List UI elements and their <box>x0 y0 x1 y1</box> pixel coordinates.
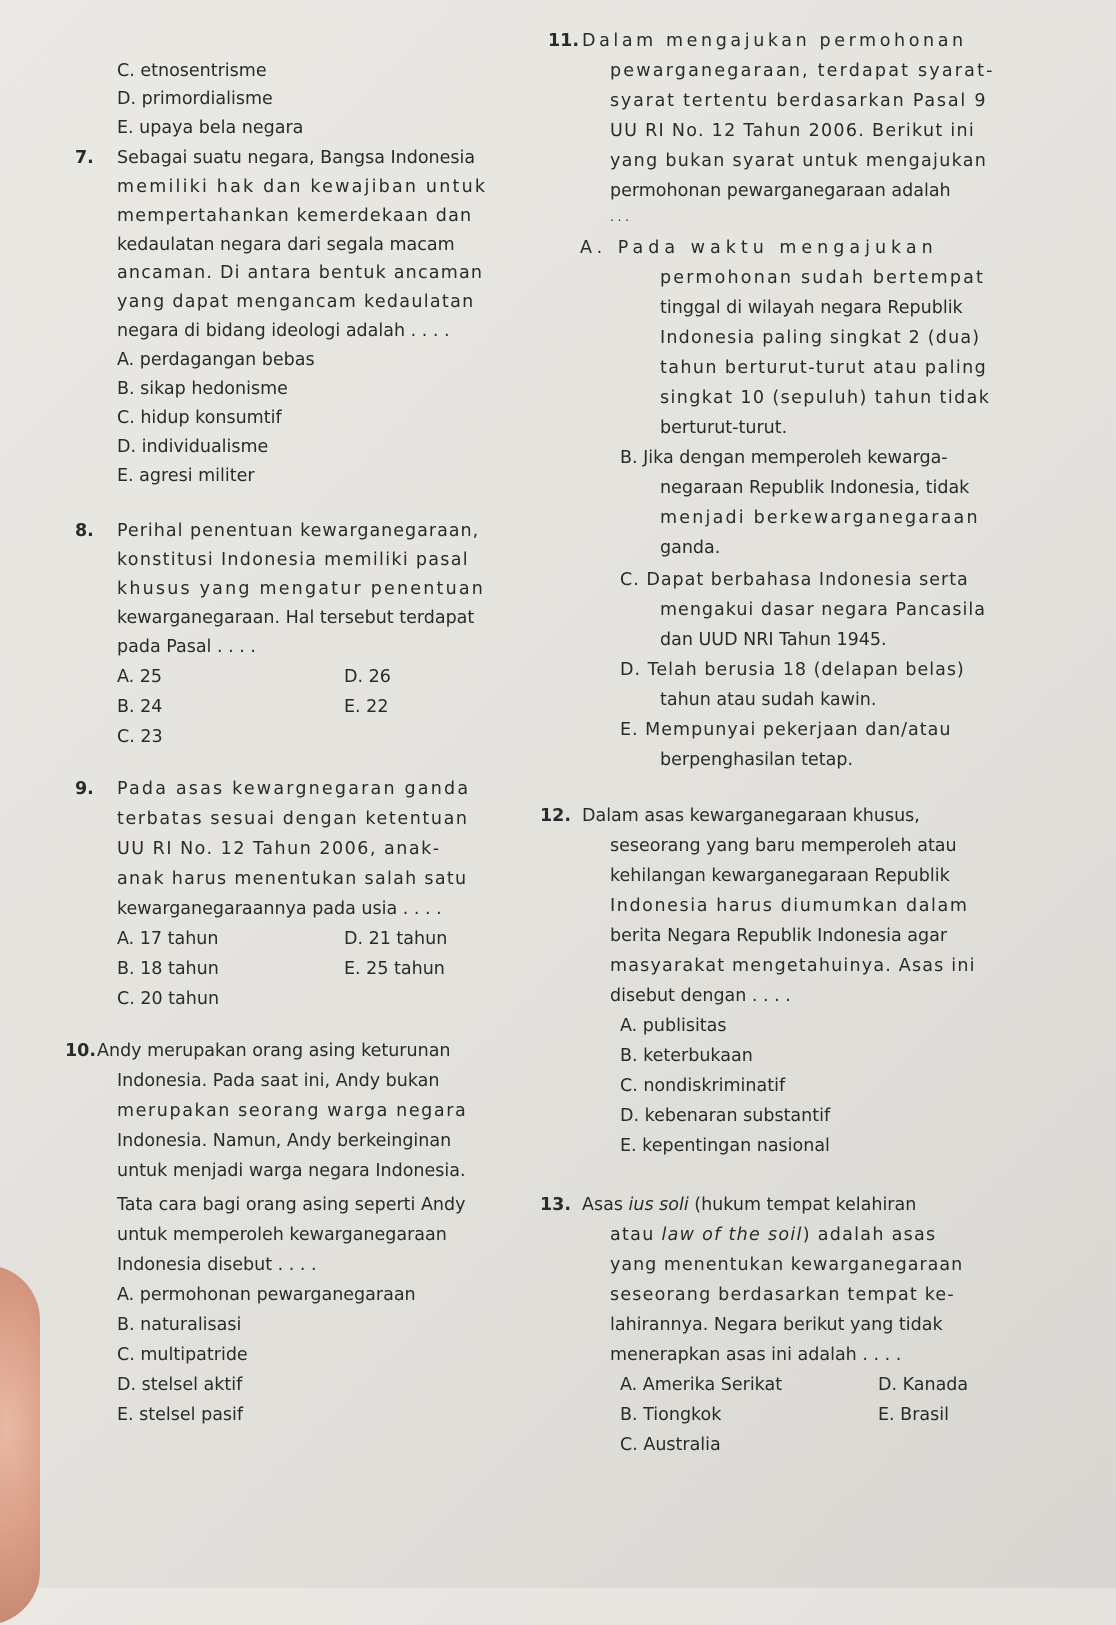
q7-option-e[interactable]: E. agresi militer <box>117 466 255 486</box>
q11-option-b-4: ganda. <box>660 538 721 558</box>
q11-option-d-1[interactable]: D. Telah berusia 18 (delapan belas) <box>620 660 965 680</box>
q13-stem-2 <box>610 1224 936 1246</box>
q8-option-e[interactable]: E. 22 <box>344 697 389 717</box>
q12-stem-1: Dalam asas kewarganegaraan khusus, <box>582 806 920 826</box>
q11-stem-1: Dalam mengajukan permohonan <box>582 31 967 51</box>
q10-stem-6: Tata cara bagi orang asing seperti Andy <box>117 1195 466 1215</box>
q10-stem-5: untuk menjadi warga negara Indonesia. <box>117 1161 466 1181</box>
q13-stem-5: lahirannya. Negara berikut yang tidak <box>610 1315 943 1335</box>
q7-option-d[interactable]: D. individualisme <box>117 437 269 457</box>
q7-option-a[interactable]: A. perdagangan bebas <box>117 350 315 370</box>
q10-stem-4: Indonesia. Namun, Andy berkeinginan <box>117 1131 452 1151</box>
q10-stem-7: untuk memperoleh kewarganegaraan <box>117 1225 447 1245</box>
q10-stem-2: Indonesia. Pada saat ini, Andy bukan <box>117 1071 440 1091</box>
q12-stem-6: masyarakat mengetahuinya. Asas ini <box>610 956 976 976</box>
q10-option-e[interactable]: E. stelsel pasif <box>117 1405 244 1425</box>
q8-option-d[interactable]: D. 26 <box>344 667 391 687</box>
q11-option-d-2: tahun atau sudah kawin. <box>660 690 877 710</box>
q9-stem-2: terbatas sesuai dengan ketentuan <box>117 809 469 829</box>
q7-option-c[interactable]: C. hidup konsumtif <box>117 408 282 428</box>
q12-option-b[interactable]: B. keterbukaan <box>620 1046 753 1066</box>
q10-number: 10. <box>65 1041 97 1061</box>
q11-option-e-1[interactable]: E. Mempunyai pekerjaan dan/atau <box>620 720 952 740</box>
q12-option-e[interactable]: E. kepentingan nasional <box>620 1136 830 1156</box>
q9-stem-5: kewarganegaraannya pada usia . . . . <box>117 899 442 919</box>
q10-stem-3: merupakan seorang warga negara <box>117 1101 468 1121</box>
q11-option-b-1[interactable]: B. Jika dengan memperoleh kewarga- <box>620 448 948 468</box>
q8-option-a[interactable]: A. 25 <box>117 667 163 687</box>
q8-stem-3: khusus yang mengatur penentuan <box>117 579 486 599</box>
q12-stem-4: Indonesia harus diumumkan dalam <box>610 896 969 916</box>
q7-number: 7. <box>75 148 94 168</box>
q13-option-a[interactable]: A. Amerika Serikat <box>620 1375 783 1395</box>
q13-stem-1-c: (hukum tempat kelahiran <box>688 1195 917 1215</box>
q7-stem-5: ancaman. Di antara bentuk ancaman <box>117 263 484 283</box>
q13-stem-3: yang menentukan kewarganegaraan <box>610 1255 964 1275</box>
q13-stem-6: menerapkan asas ini adalah . . . . <box>610 1345 902 1365</box>
q8-number: 8. <box>75 521 94 541</box>
q13-stem-1-a: Asas <box>582 1195 629 1215</box>
q11-option-e-2: berpenghasilan tetap. <box>660 750 854 770</box>
q9-number: 9. <box>75 779 94 799</box>
q7-stem-4: kedaulatan negara dari segala macam <box>117 235 455 255</box>
q8-option-c[interactable]: C. 23 <box>117 727 163 747</box>
q12-option-d[interactable]: D. kebenaran substantif <box>620 1106 831 1126</box>
q12-stem-3: kehilangan kewarganegaraan Republik <box>610 866 950 886</box>
q12-option-c[interactable]: C. nondiskriminatif <box>620 1076 786 1096</box>
q11-stem-3: syarat tertentu berdasarkan Pasal 9 <box>610 91 988 111</box>
q9-stem-3: UU RI No. 12 Tahun 2006, anak- <box>117 839 441 859</box>
q7-stem-1: Sebagai suatu negara, Bangsa Indonesia <box>117 148 476 168</box>
q11-option-c-2: mengakui dasar negara Pancasila <box>660 600 986 620</box>
q6-option-d[interactable]: D. primordialisme <box>117 89 273 109</box>
q13-option-c[interactable]: C. Australia <box>620 1435 721 1455</box>
q9-option-b[interactable]: B. 18 tahun <box>117 959 219 979</box>
q7-option-b[interactable]: B. sikap hedonisme <box>117 379 288 399</box>
q11-option-a-1[interactable]: A. Pada waktu mengajukan <box>580 238 938 258</box>
q7-stem-6: yang dapat mengancam kedaulatan <box>117 292 475 312</box>
q7-stem-3: mempertahankan kemerdekaan dan <box>117 206 473 226</box>
q6-option-c[interactable]: C. etnosentrisme <box>117 61 267 81</box>
q8-stem-1: Perihal penentuan kewarganegaraan, <box>117 521 480 541</box>
q11-option-b-3: menjadi berkewarganegaraan <box>660 508 980 528</box>
q9-option-e[interactable]: E. 25 tahun <box>344 959 445 979</box>
q13-stem-2-a: atau <box>610 1225 662 1245</box>
q9-option-c[interactable]: C. 20 tahun <box>117 989 220 1009</box>
q12-number: 12. <box>540 806 572 826</box>
q11-option-a-5: tahun berturut-turut atau paling <box>660 358 988 378</box>
q8-stem-5: pada Pasal . . . . <box>117 637 256 657</box>
q12-stem-2: seseorang yang baru memperoleh atau <box>610 836 957 856</box>
q10-option-c[interactable]: C. multipatride <box>117 1345 248 1365</box>
q9-option-a[interactable]: A. 17 tahun <box>117 929 219 949</box>
q7-stem-2: memiliki hak dan kewajiban untuk <box>117 177 488 197</box>
q11-number: 11. <box>548 31 580 51</box>
q11-stem-6: permohonan pewarganegaraan adalah <box>610 181 951 201</box>
q9-stem-1: Pada asas kewargnegaran ganda <box>117 779 471 799</box>
q13-ius-soli-term: ius soli <box>628 1195 689 1215</box>
q10-option-a[interactable]: A. permohonan pewarganegaraan <box>117 1285 416 1305</box>
q13-number: 13. <box>540 1195 572 1215</box>
q11-option-a-3: tinggal di wilayah negara Republik <box>660 298 963 318</box>
q8-option-b[interactable]: B. 24 <box>117 697 163 717</box>
q13-option-d[interactable]: D. Kanada <box>878 1375 969 1395</box>
q11-option-b-2: negaraan Republik Indonesia, tidak <box>660 478 970 498</box>
q7-stem-7: negara di bidang ideologi adalah . . . . <box>117 321 450 341</box>
q11-stem-2: pewarganegaraan, terdapat syarat- <box>610 61 995 81</box>
q13-option-e[interactable]: E. Brasil <box>878 1405 949 1425</box>
q10-option-b[interactable]: B. naturalisasi <box>117 1315 242 1335</box>
q13-stem-1 <box>582 1194 916 1216</box>
q6-option-e[interactable]: E. upaya bela negara <box>117 118 304 138</box>
q8-stem-4: kewarganegaraan. Hal tersebut terdapat <box>117 608 475 628</box>
q9-option-d[interactable]: D. 21 tahun <box>344 929 448 949</box>
q11-option-a-4: Indonesia paling singkat 2 (dua) <box>660 328 981 348</box>
q10-option-d[interactable]: D. stelsel aktif <box>117 1375 243 1395</box>
q11-stem-4: UU RI No. 12 Tahun 2006. Berikut ini <box>610 121 976 141</box>
q11-option-c-1[interactable]: C. Dapat berbahasa Indonesia serta <box>620 570 969 590</box>
q11-option-a-7: berturut-turut. <box>660 418 788 438</box>
q13-stem-4: seseorang berdasarkan tempat ke- <box>610 1285 955 1305</box>
q11-option-a-6: singkat 10 (sepuluh) tahun tidak <box>660 388 991 408</box>
q9-stem-4: anak harus menentukan salah satu <box>117 869 468 889</box>
q11-option-c-3: dan UUD NRI Tahun 1945. <box>660 630 887 650</box>
q10-stem-8: Indonesia disebut . . . . <box>117 1255 317 1275</box>
q13-stem-2-c: ) adalah asas <box>802 1225 937 1245</box>
q11-option-a-2: permohonan sudah bertempat <box>660 268 986 288</box>
q12-option-a[interactable]: A. publisitas <box>620 1016 727 1036</box>
q10-stem-1: Andy merupakan orang asing keturunan <box>97 1041 451 1061</box>
q13-option-b[interactable]: B. Tiongkok <box>620 1405 722 1425</box>
q8-stem-2: konstitusi Indonesia memiliki pasal <box>117 550 469 570</box>
q11-stem-5: yang bukan syarat untuk mengajukan <box>610 151 988 171</box>
q11-stem-7: . . . <box>610 210 630 224</box>
q13-law-of-soil-term: law of the soil <box>661 1225 803 1245</box>
q12-stem-5: berita Negara Republik Indonesia agar <box>610 926 948 946</box>
q12-stem-7: disebut dengan . . . . <box>610 986 791 1006</box>
finger-photo-artifact <box>0 1265 40 1625</box>
